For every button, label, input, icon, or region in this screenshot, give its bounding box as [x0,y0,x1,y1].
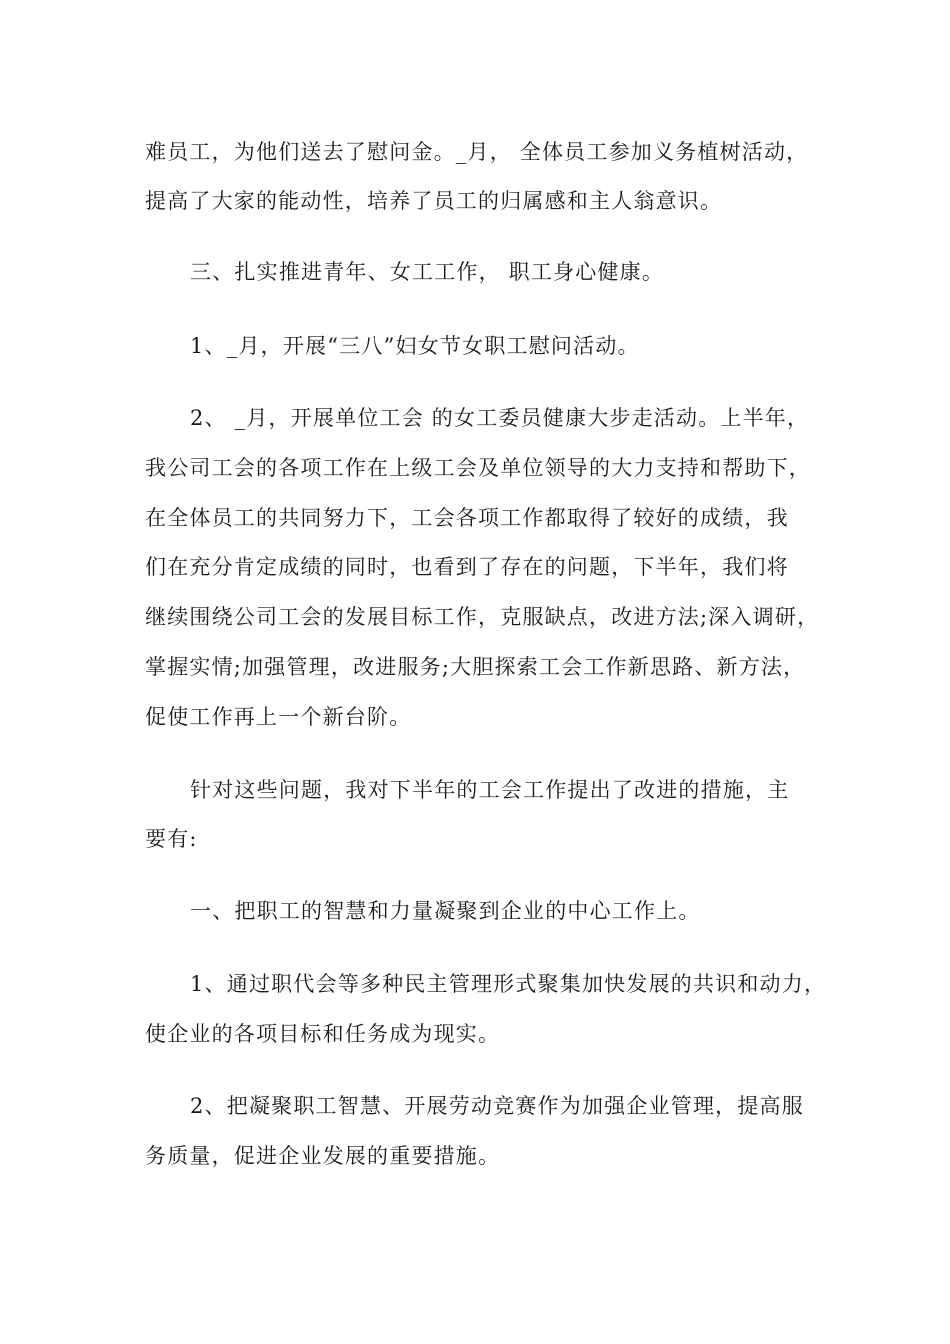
text-line: 我公司工会的各项工作在上级工会及单位领导的大力支持和帮助下， [145,456,811,480]
list-item: 1、_月，开展“三八”妇女节女职工慰问活动。 [190,334,640,358]
section-heading: 三、扎实推进青年、女工工作， 职工身心健康。 [190,260,665,284]
text-line: 在全体员工的共同努力下，工会各项工作都取得了较好的成绩，我 [145,506,789,530]
text-line: 使企业的各项目标和任务成为现实。 [145,1022,501,1046]
text-line: 要有: [145,827,198,851]
text-line: 难员工，为他们送去了慰问金。_月， 全体员工参加义务植树活动， [145,140,809,164]
list-item: 2、把凝聚职工智慧、开展劳动竞赛作为加强企业管理，提高服 [190,1094,804,1118]
text-line: 们在充分肯定成绩的同时，也看到了存在的问题，下半年，我们将 [145,555,789,579]
text-line: 掌握实情;加强管理，改进服务;大胆探索工会工作新思路、新方法， [145,655,806,679]
section-heading: 一、把职工的智慧和力量凝聚到企业的中心工作上。 [190,899,701,923]
text-line: 务质量，促进企业发展的重要措施。 [145,1144,501,1168]
paragraph-line: 针对这些问题，我对下半年的工会工作提出了改进的措施，主 [190,778,790,802]
text-line: 继续围绕公司工会的发展目标工作，克服缺点，改进方法;深入调研， [145,605,820,629]
list-item: 2、 _月，开展单位工会 的女工委员健康大步走活动。上半年， [190,406,810,430]
text-line: 提高了大家的能动性，培养了员工的归属感和主人翁意识。 [145,189,723,213]
text-line: 促使工作再上一个新台阶。 [145,705,412,729]
list-item: 1、通过职代会等多种民主管理形式聚集加快发展的共识和动力， [190,972,827,996]
